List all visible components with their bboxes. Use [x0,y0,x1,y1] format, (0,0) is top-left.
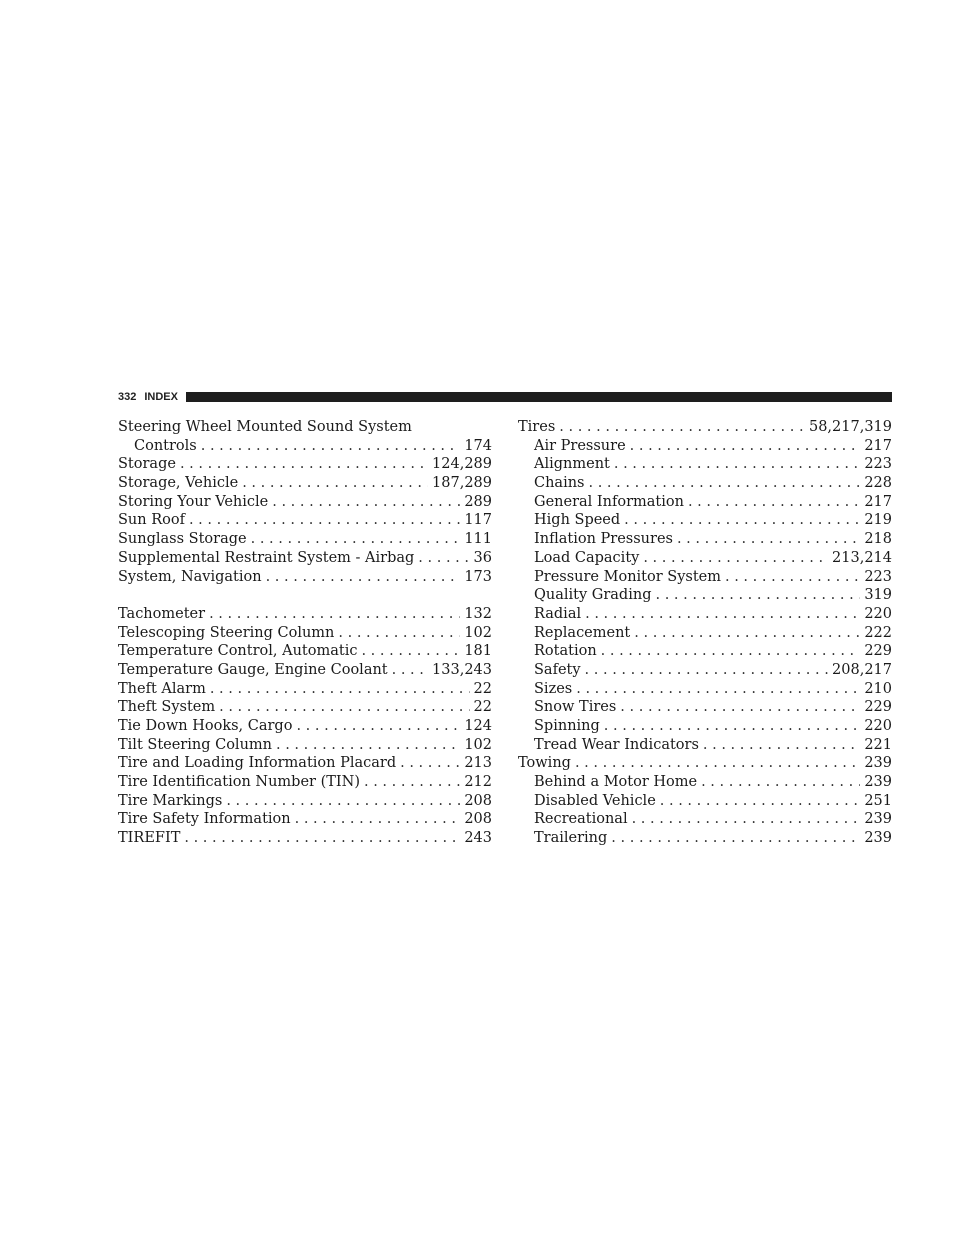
entry-page-ref: 208 [460,792,492,811]
entry-term: Tachometer [118,605,209,624]
entry-term: Tires [518,418,559,437]
entry-page-ref: 223 [860,455,892,474]
index-subentry [518,680,892,699]
entry-term: Steering Wheel Mounted Sound System [118,418,416,437]
index-entry [118,455,492,474]
index-subentry [518,568,892,587]
entry-page-ref: 243 [460,829,492,848]
header-rule [186,392,892,402]
index-entry [118,511,492,530]
entry-term: Load Capacity [534,549,643,568]
dot-leader [703,736,860,755]
entry-page-ref: 117 [460,511,492,530]
entry-page-ref: 102 [460,736,492,755]
entry-term: Behind a Motor Home [534,773,701,792]
dot-leader [226,792,460,811]
dot-leader [660,792,861,811]
index-entry [118,530,492,549]
index-entry [118,605,492,624]
dot-leader [624,511,860,530]
entry-term: Sun Roof [118,511,189,530]
index-subentry [518,549,892,568]
dot-leader [585,661,828,680]
dot-leader [209,605,460,624]
entry-term: Pressure Monitor System [534,568,725,587]
entry-page-ref: 124,289 [428,455,492,474]
entry-term: Temperature Control, Automatic [118,642,361,661]
index-entry [118,680,492,699]
index-entry [118,736,492,755]
entry-page-ref: 187,289 [428,474,492,493]
entry-page-ref: 229 [860,698,892,717]
dot-leader [189,511,460,530]
dot-leader [400,754,460,773]
dot-leader [201,437,461,456]
index-entry [118,754,492,773]
dot-leader [589,474,861,493]
dot-leader [296,717,460,736]
dot-leader [180,455,428,474]
dot-leader [242,474,428,493]
index-entry [118,661,492,680]
dot-leader [632,810,861,829]
entry-page-ref: 111 [460,530,492,549]
entry-term: Tread Wear Indicators [534,736,703,755]
dot-leader [725,568,860,587]
entry-page-ref: 213,214 [828,549,892,568]
index-subentry [518,829,892,848]
entry-page-ref: 181 [460,642,492,661]
entry-page-ref: 102 [460,624,492,643]
index-subentry [518,810,892,829]
index-column-right [518,418,892,848]
index-subentry [518,792,892,811]
entry-page-ref: 319 [860,586,892,605]
dot-leader [364,773,460,792]
entry-term: Replacement [534,624,634,643]
index-entry [518,754,892,773]
dot-leader [655,586,860,605]
entry-page-ref: 133,243 [428,661,492,680]
entry-term: Tire Identification Number (TIN) [118,773,364,792]
entry-term: Inflation Pressures [534,530,677,549]
section-title: INDEX [144,391,178,403]
index-subentry [518,736,892,755]
dot-leader [643,549,828,568]
entry-term: Sunglass Storage [118,530,251,549]
index-entry [118,624,492,643]
entry-page-ref: 219 [860,511,892,530]
dot-leader [701,773,860,792]
entry-term: Storing Your Vehicle [118,493,272,512]
dot-leader [559,418,805,437]
index-entry [118,568,492,587]
index-entry [118,773,492,792]
entry-page-ref: 229 [860,642,892,661]
entry-page-ref: 220 [860,605,892,624]
dot-leader [338,624,460,643]
dot-leader [361,642,460,661]
entry-term: Disabled Vehicle [534,792,660,811]
index-subentry [518,493,892,512]
entry-page-ref: 58,217,319 [805,418,892,437]
dot-leader [614,455,860,474]
dot-leader [276,736,460,755]
index-entry [118,810,492,829]
index-subentry [518,455,892,474]
entry-page-ref: 132 [460,605,492,624]
entry-page-ref: 212 [460,773,492,792]
dot-leader [219,698,469,717]
entry-term: Tire and Loading Information Placard [118,754,400,773]
entry-term: Air Pressure [534,437,630,456]
entry-term: Temperature Gauge, Engine Coolant [118,661,392,680]
dot-leader [251,530,461,549]
entry-page-ref: 210 [860,680,892,699]
dot-leader [418,549,469,568]
entry-term: Quality Grading [534,586,655,605]
index-subentry [518,661,892,680]
dot-leader [620,698,860,717]
index-subentry [518,586,892,605]
index-entry [118,717,492,736]
dot-leader [630,437,861,456]
entry-page-ref: 221 [860,736,892,755]
entry-page-ref: 239 [860,810,892,829]
entry-page-ref: 217 [860,493,892,512]
entry-page-ref: 173 [460,568,492,587]
entry-page-ref: 289 [460,493,492,512]
entry-page-ref: 228 [860,474,892,493]
index-entry [118,698,492,717]
letter-group-gap [118,586,492,605]
dot-leader [272,493,460,512]
page-number: 332 [118,391,137,403]
index-entry [118,792,492,811]
entry-term: Towing [518,754,575,773]
dot-leader [576,680,860,699]
entry-term: System, Navigation [118,568,266,587]
index-subentry [518,605,892,624]
entry-term: General Information [534,493,688,512]
entry-term: Trailering [534,829,611,848]
index-subentry [518,624,892,643]
index-entry [118,642,492,661]
index-column-left [118,418,492,848]
index-subentry [518,511,892,530]
entry-term: Storage, Vehicle [118,474,242,493]
entry-page-ref: 239 [860,754,892,773]
entry-page-ref: 36 [470,549,492,568]
index-subentry [518,530,892,549]
dot-leader [634,624,860,643]
index-subentry [518,474,892,493]
entry-page-ref: 239 [860,829,892,848]
entry-page-ref: 220 [860,717,892,736]
entry-term: Spinning [534,717,604,736]
entry-page-ref: 208 [460,810,492,829]
dot-leader [295,810,461,829]
index-subentry [518,717,892,736]
dot-leader [688,493,860,512]
entry-page-ref: 174 [460,437,492,456]
entry-term: TIREFIT [118,829,184,848]
index-entry [118,418,492,437]
index-subentry [518,698,892,717]
entry-page-ref: 124 [460,717,492,736]
entry-page-ref: 22 [470,698,492,717]
page-header [118,390,892,404]
dot-leader [266,568,461,587]
entry-page-ref: 213 [460,754,492,773]
index-entry [118,437,492,456]
entry-page-ref: 251 [860,792,892,811]
entry-term: High Speed [534,511,624,530]
entry-term: Telescoping Steering Column [118,624,338,643]
entry-term: Radial [534,605,585,624]
entry-term: Alignment [534,455,614,474]
entry-term: Tilt Steering Column [118,736,276,755]
dot-leader [604,717,861,736]
entry-term: Chains [534,474,589,493]
entry-term: Recreational [534,810,632,829]
dot-leader [210,680,470,699]
entry-term: Tie Down Hooks, Cargo [118,717,296,736]
index-entry [118,474,492,493]
dot-leader [611,829,860,848]
entry-term: Supplemental Restraint System - Airbag [118,549,418,568]
entry-term: Theft Alarm [118,680,210,699]
entry-term: Tire Safety Information [118,810,295,829]
index-entry [118,829,492,848]
entry-term: Snow Tires [534,698,620,717]
dot-leader [585,605,860,624]
dot-leader [184,829,460,848]
entry-page-ref: 208,217 [828,661,892,680]
entry-term: Storage [118,455,180,474]
entry-term: Rotation [534,642,601,661]
entry-term: Sizes [534,680,576,699]
index-entry [118,493,492,512]
entry-page-ref: 22 [470,680,492,699]
entry-page-ref: 222 [860,624,892,643]
index-entry [118,549,492,568]
index-entry [518,418,892,437]
entry-page-ref: 217 [860,437,892,456]
entry-term: Theft System [118,698,219,717]
index-subentry [518,437,892,456]
index-subentry [518,642,892,661]
entry-page-ref: 239 [860,773,892,792]
entry-page-ref: 223 [860,568,892,587]
index-subentry [518,773,892,792]
entry-term: Controls [134,437,201,456]
entry-term: Safety [534,661,585,680]
dot-leader [575,754,860,773]
dot-leader [392,661,428,680]
dot-leader [677,530,860,549]
entry-term: Tire Markings [118,792,226,811]
entry-page-ref: 218 [860,530,892,549]
dot-leader [601,642,861,661]
